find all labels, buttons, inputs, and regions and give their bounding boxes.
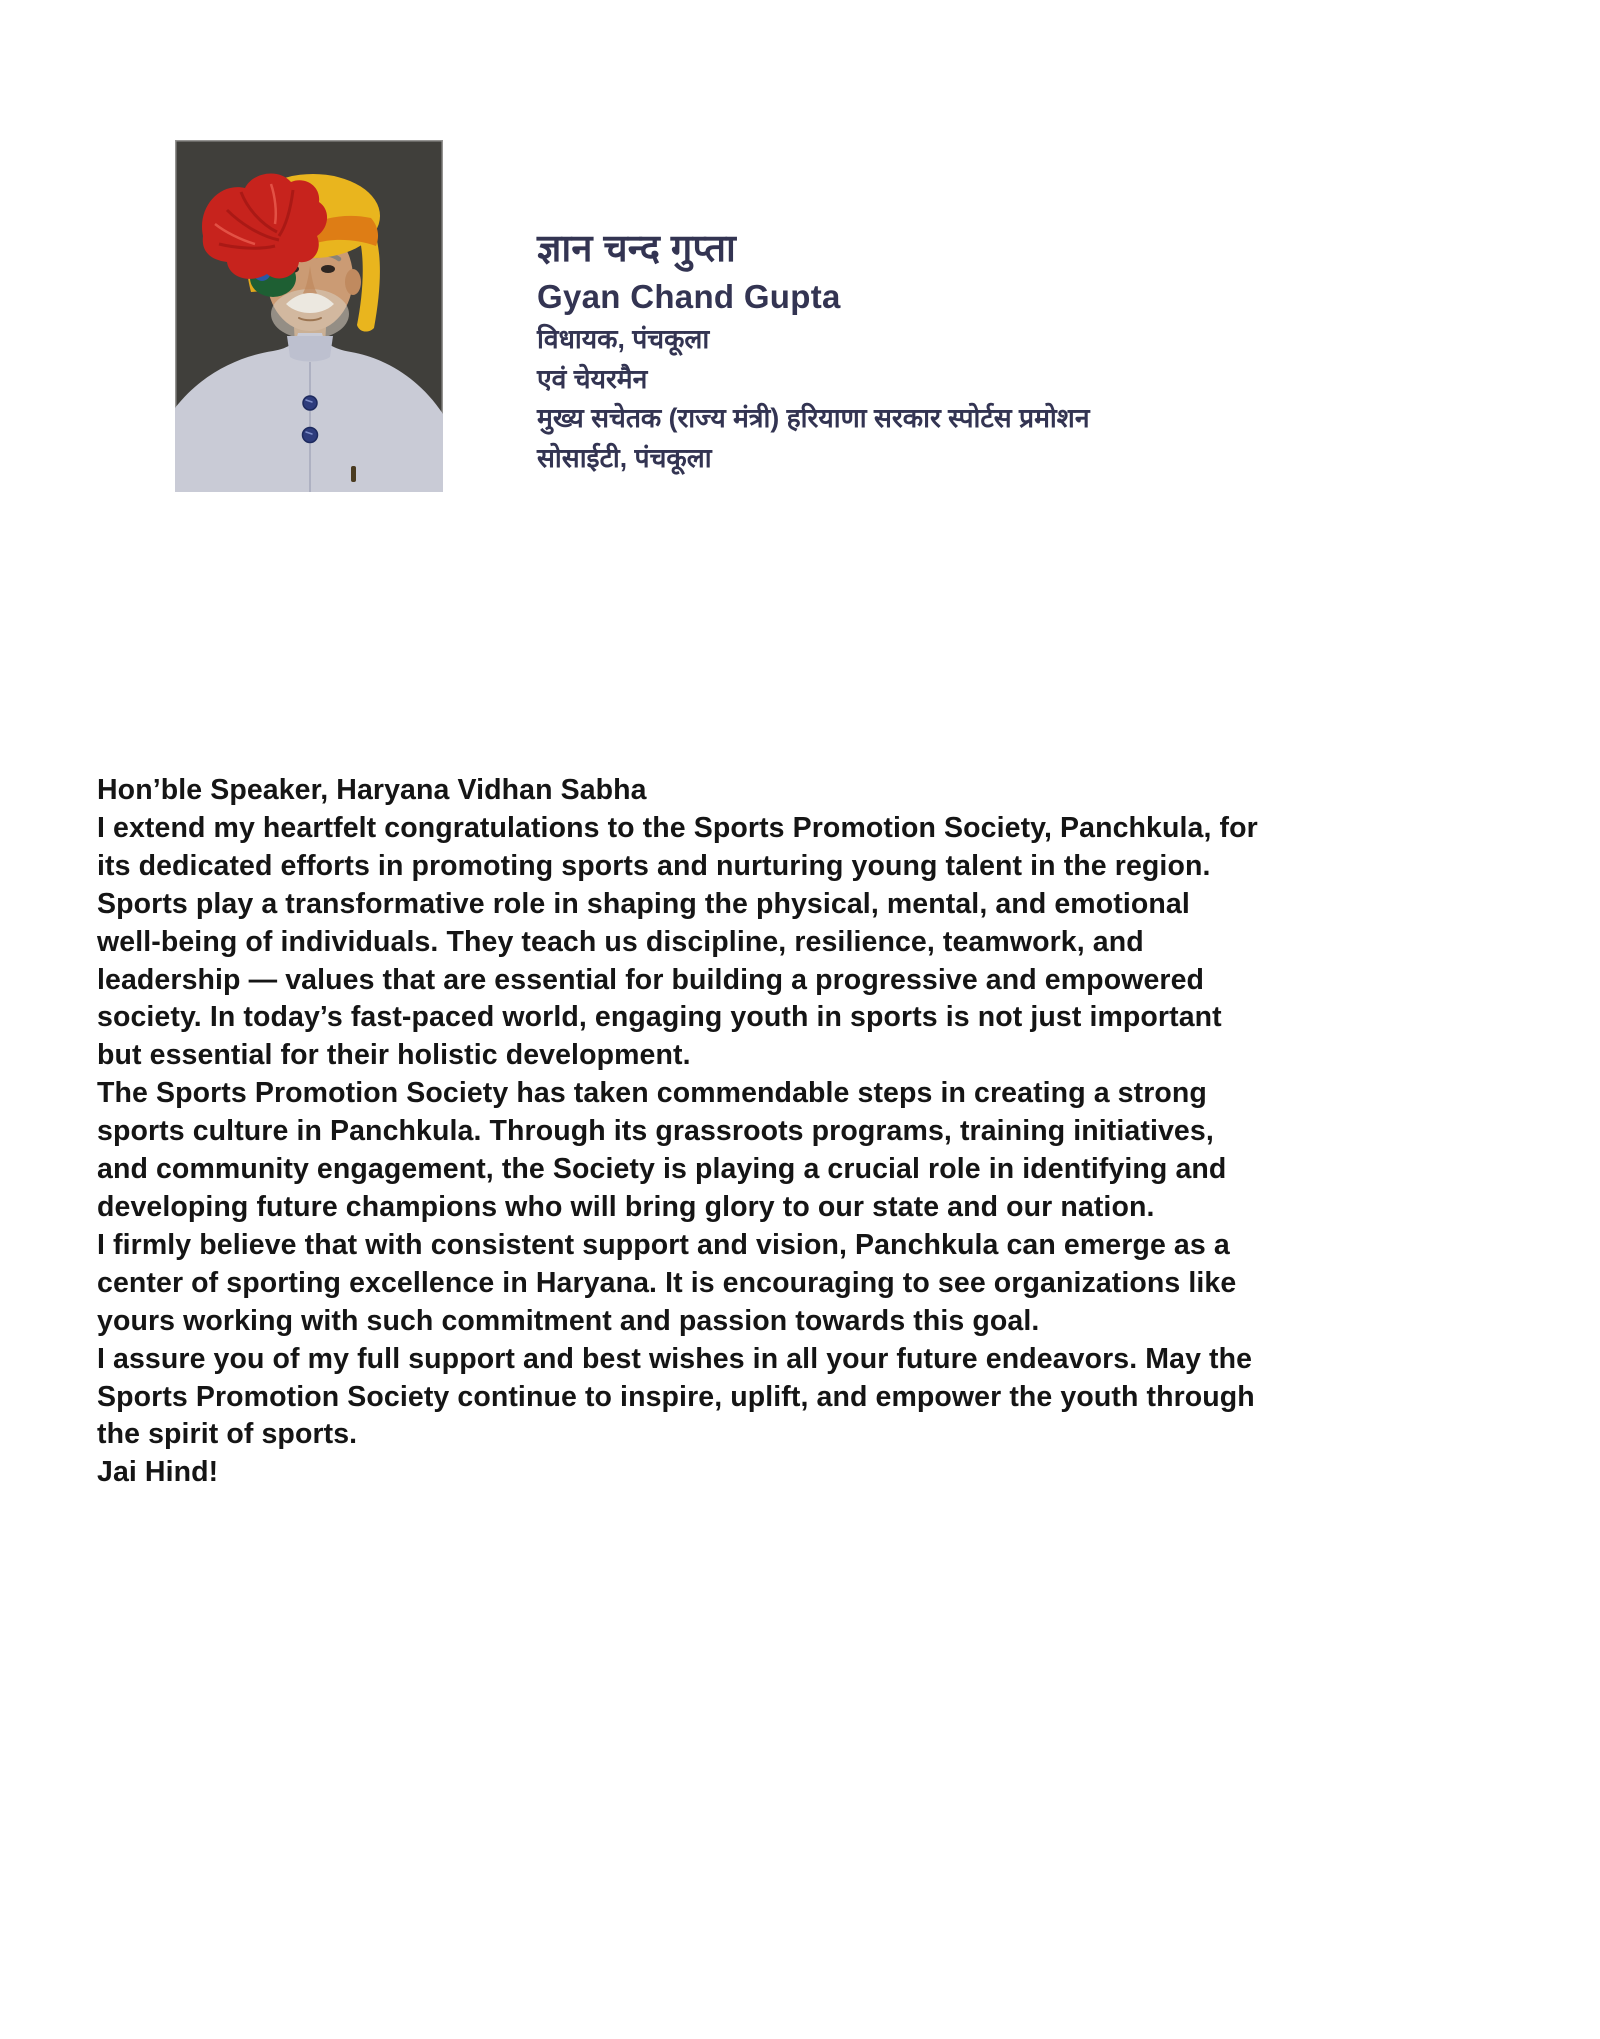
portrait-photo: [175, 140, 443, 492]
message-line: Hon’ble Speaker, Haryana Vidhan Sabha: [97, 774, 647, 806]
designation-line: मुख्य सचेतक (राज्य मंत्री) हरियाणा सरकार स्पोर्टस प्रमोशन: [537, 403, 1090, 433]
profile-header: [537, 224, 1090, 478]
designation-line: विधायक, पंचकूला: [537, 324, 710, 354]
message-line: The Sports Promotion Society has taken commendable steps in creating a strong: [97, 1077, 1207, 1110]
message-line: society. In today’s fast-paced world, engaging youth in sports is not just important: [97, 1001, 1222, 1034]
name-hindi: ज्ञान चन्द गुप्ता: [537, 228, 737, 270]
message-line: I extend my heartfelt congratulations to the Sports Promotion Society, Panchkula, for: [97, 811, 1258, 844]
message-line: the spirit of sports.: [97, 1418, 358, 1451]
message-line: Sports play a transformative role in shaping the physical, mental, and emotional: [97, 887, 1190, 920]
name-english: Gyan Chand Gupta: [537, 278, 841, 315]
designation-line: एवं चेयरमैन: [537, 363, 648, 394]
message-line: and community engagement, the Society is playing a crucial role in identifying and: [97, 1153, 1227, 1186]
message-line: well-being of individuals. They teach us discipline, resilience, teamwork, and: [97, 925, 1144, 958]
message-line: leadership — values that are essential for building a progressive and empowered: [97, 963, 1205, 996]
message-line: developing future champions who will bring glory to our state and our nation.: [97, 1190, 1155, 1223]
designation-line: सोसाईटी, पंचकूला: [537, 442, 712, 473]
message-line: but essential for their holistic development.: [97, 1039, 691, 1072]
message-line: yours working with such commitment and passion towards this goal.: [97, 1304, 1040, 1337]
message-line: I firmly believe that with consistent support and vision, Panchkula can emerge as a: [97, 1228, 1230, 1261]
message-body: [97, 772, 1497, 1492]
message-line: Jai Hind!: [97, 1456, 219, 1489]
message-line: center of sporting excellence in Haryana. It is encouraging to see organizations like: [97, 1266, 1237, 1299]
message-line: its dedicated efforts in promoting sports and nurturing young talent in the region.: [97, 849, 1211, 882]
message-line: Sports Promotion Society continue to inspire, uplift, and empower the youth through: [97, 1380, 1255, 1413]
message-line: I assure you of my full support and best wishes in all your future endeavors. May the: [97, 1342, 1253, 1375]
portrait-illustration: [175, 140, 443, 492]
message-line: sports culture in Panchkula. Through its grassroots programs, training initiatives,: [97, 1115, 1214, 1148]
designation-lines: [537, 320, 1090, 478]
